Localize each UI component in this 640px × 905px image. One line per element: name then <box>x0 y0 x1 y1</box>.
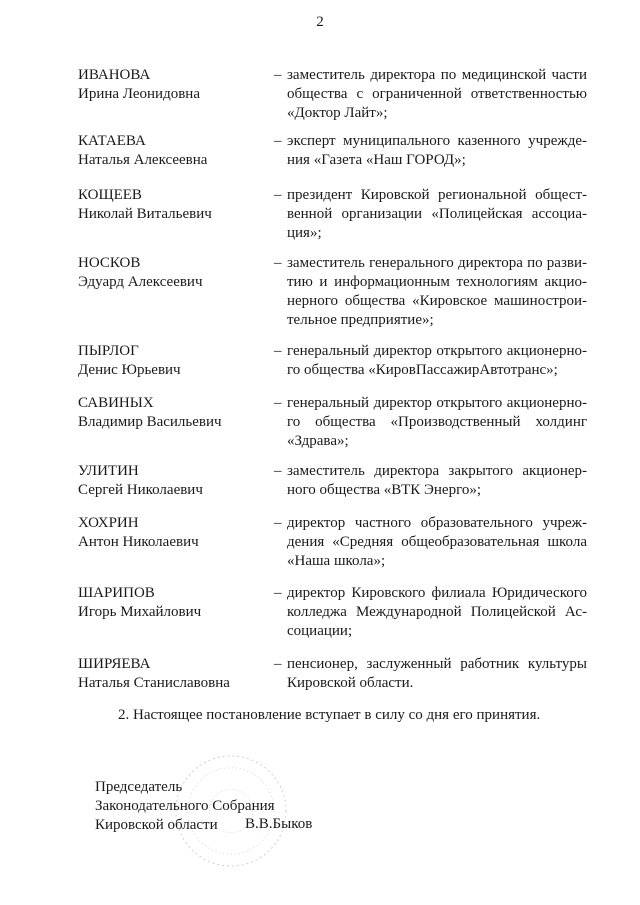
member-surname: ШИРЯЕВА <box>78 656 151 672</box>
member-role-line: колледжа Международной Полицейской Ас- <box>287 604 587 620</box>
member-dash: – <box>274 67 282 83</box>
signer-name: В.В.Быков <box>245 816 313 832</box>
member-name <box>78 186 278 224</box>
effective-clause: 2. Настоящее постановление вступает в силу со дня его принятия. <box>118 707 541 723</box>
member-surname: КОЩЕЕВ <box>78 187 142 203</box>
member-dash: – <box>274 585 282 601</box>
member-role <box>287 584 587 641</box>
member-name <box>78 514 278 552</box>
member-given-names: Сергей Николаевич <box>78 482 203 498</box>
member-name <box>78 254 278 292</box>
member-dash: – <box>274 395 282 411</box>
member-role-line: президент Кировской региональной общест- <box>287 187 587 203</box>
member-role-line: ция»; <box>287 225 322 241</box>
member-role-line: тельное предприятие»; <box>287 312 434 328</box>
member-surname: ШАРИПОВ <box>78 585 155 601</box>
member-role-line: директор Кировского филиала Юридического <box>287 585 587 601</box>
member-role-line: генеральный директор открытого акционерно- <box>287 343 587 359</box>
member-surname: ПЫРЛОГ <box>78 343 139 359</box>
member-role-line: нерного общества «Кировское машинострои- <box>287 293 587 309</box>
member-role <box>287 254 587 330</box>
member-role-line: общества с ограниченной ответственностью <box>287 86 587 102</box>
member-surname: УЛИТИН <box>78 463 139 479</box>
signature-title-line3: Кировской области <box>95 817 218 833</box>
member-name <box>78 132 278 170</box>
member-given-names: Николай Витальевич <box>78 206 212 222</box>
member-role-line: эксперт муниципального казенного учрежде- <box>287 133 587 149</box>
member-role-line: пенсионер, заслуженный работник культуры <box>287 656 587 672</box>
member-role-line: заместитель директора закрытого акционер- <box>287 463 587 479</box>
member-given-names: Наталья Станиславовна <box>78 675 230 691</box>
member-name <box>78 342 278 380</box>
member-name <box>78 394 278 432</box>
member-role-line: генеральный директор открытого акционерно- <box>287 395 587 411</box>
member-surname: НОСКОВ <box>78 255 141 271</box>
member-dash: – <box>274 515 282 531</box>
member-surname: САВИНЫХ <box>78 395 154 411</box>
member-given-names: Ирина Леонидовна <box>78 86 200 102</box>
member-name <box>78 462 278 500</box>
member-role <box>287 514 587 571</box>
member-given-names: Эдуард Алексеевич <box>78 274 203 290</box>
member-surname: ХОХРИН <box>78 515 139 531</box>
member-name <box>78 655 278 693</box>
member-dash: – <box>274 343 282 359</box>
member-dash: – <box>274 463 282 479</box>
member-role-line: дения «Средняя общеобразовательная школа <box>287 534 587 550</box>
member-role-line: директор частного образовательного учреж- <box>287 515 587 531</box>
member-role <box>287 66 587 123</box>
member-role-line: го общества «КировПассажирАвтотранс»; <box>287 362 558 378</box>
member-given-names: Денис Юрьевич <box>78 362 181 378</box>
member-surname: ИВАНОВА <box>78 67 151 83</box>
page-number: 2 <box>316 14 324 30</box>
member-role <box>287 132 587 170</box>
member-role-line: го общества «Производственный холдинг <box>287 414 587 430</box>
member-name <box>78 584 278 622</box>
signature-title-line2: Законодательного Собрания <box>95 798 275 814</box>
member-role <box>287 186 587 243</box>
member-given-names: Антон Николаевич <box>78 534 199 550</box>
member-role-line: «Доктор Лайт»; <box>287 105 388 121</box>
signature-title-line1: Председатель <box>95 779 183 795</box>
member-role-line: «Наша школа»; <box>287 553 386 569</box>
member-role-line: заместитель директора по медицинской части <box>287 67 587 83</box>
member-role-line: венной организации «Полицейская ассоциа- <box>287 206 587 222</box>
member-role-line: заместитель генерального директора по разви- <box>287 255 587 271</box>
member-role <box>287 394 587 451</box>
member-role-line: ния «Газета «Наш ГОРОД»; <box>287 152 466 168</box>
member-dash: – <box>274 656 282 672</box>
member-dash: – <box>274 255 282 271</box>
member-role-line: Кировской области. <box>287 675 414 691</box>
member-given-names: Наталья Алексеевна <box>78 152 208 168</box>
member-surname: КАТАЕВА <box>78 133 146 149</box>
member-role-line: ного общества «ВТК Энерго»; <box>287 482 482 498</box>
member-role-line: «Здрава»; <box>287 433 349 449</box>
member-dash: – <box>274 187 282 203</box>
member-role <box>287 342 587 380</box>
member-given-names: Владимир Васильевич <box>78 414 222 430</box>
member-dash: – <box>274 133 282 149</box>
member-role-line: социации; <box>287 623 353 639</box>
member-role <box>287 655 587 693</box>
member-name <box>78 66 278 104</box>
member-role <box>287 462 587 500</box>
member-role-line: тию и информационным технологиям акцио- <box>287 274 587 290</box>
member-given-names: Игорь Михайлович <box>78 604 202 620</box>
